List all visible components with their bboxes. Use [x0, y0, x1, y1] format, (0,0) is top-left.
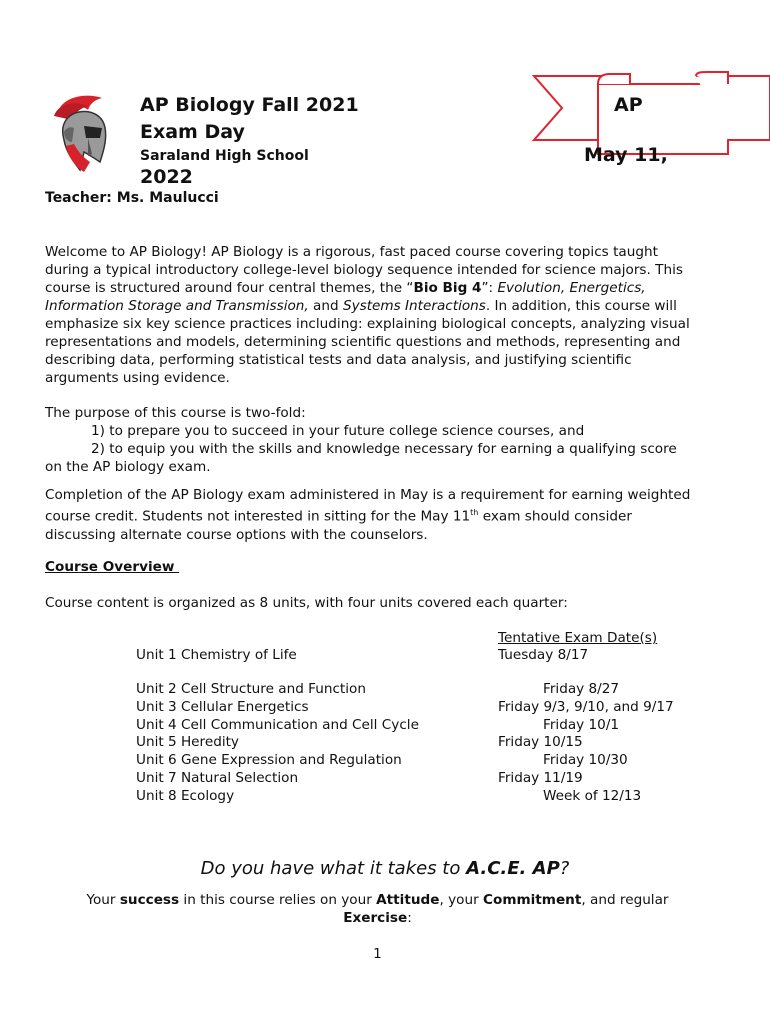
exam-date: Friday 10/15 — [498, 734, 583, 750]
exam-date: Friday 10/1 — [543, 717, 620, 733]
ace-success: success — [119, 892, 180, 908]
completion-text: course credit. Students not interested in sitting for the May 11 — [45, 508, 471, 525]
ace-question-mark: ? — [559, 858, 570, 879]
ace-exercise: Exercise — [343, 910, 408, 926]
unit-name: Unit 4 Cell Communication and Cell Cycle — [136, 717, 419, 733]
theme-text: Evolution, Energetics, — [497, 280, 646, 296]
exam-date: Friday 9/3, 9/10, and 9/17 — [498, 699, 674, 715]
page-number: 1 — [373, 946, 382, 962]
ace-text: : — [407, 910, 412, 926]
school-logo — [44, 92, 126, 176]
intro-line-1: Welcome to AP Biology! AP Biology is a rigorous, fast paced course covering topics taught — [45, 244, 658, 260]
table-row — [136, 770, 298, 786]
intro-line-4 — [45, 297, 690, 315]
exam-date: Friday 10/30 — [543, 752, 628, 768]
banner-ap-text: AP — [614, 94, 643, 116]
intro-line-8: arguments using evidence. — [45, 370, 230, 386]
unit-name: Unit 2 Cell Structure and Function — [136, 681, 366, 697]
purpose-item-1: 1) to prepare you to succeed in your future college science courses, and — [91, 423, 585, 439]
ace-question — [0, 858, 770, 879]
unit-name: Unit 6 Gene Expression and Regulation — [136, 752, 402, 768]
unit-name: Unit 5 Heredity — [136, 734, 239, 750]
banner-date-text: May 11, — [584, 144, 668, 166]
ace-text: , your — [439, 892, 483, 908]
page-title-line2: Exam Day — [140, 121, 245, 143]
exam-year: 2022 — [140, 166, 193, 188]
intro-line-7: describing data, performing statistical tests and data analysis, and justifying scientific — [45, 352, 632, 368]
completion-text: exam should consider — [478, 508, 632, 525]
completion-line-3: discussing alternate course options with the counselors. — [45, 526, 428, 543]
unit-name: Unit 1 Chemistry of Life — [136, 647, 297, 663]
table-row — [136, 734, 239, 750]
table-row — [136, 681, 366, 697]
page-title-line1: AP Biology Fall 2021 — [140, 94, 359, 116]
course-overview-intro: Course content is organized as 8 units, with four units covered each quarter: — [45, 595, 568, 611]
ace-paragraph — [0, 891, 755, 927]
table-row — [136, 699, 309, 715]
ace-question-text: Do you have what it takes to — [200, 858, 467, 879]
exam-date: Week of 12/13 — [543, 788, 642, 804]
bio-big-4: Bio Big 4 — [413, 280, 482, 296]
exam-date: Tuesday 8/17 — [498, 647, 589, 663]
purpose-heading: The purpose of this course is two-fold: — [45, 405, 306, 421]
completion-line-2 — [45, 504, 690, 526]
theme-text: Information Storage and Transmission, — [45, 298, 309, 314]
table-row — [136, 717, 419, 733]
theme-text: Systems Interactions — [342, 298, 486, 314]
spartan-helmet-icon — [44, 92, 126, 176]
teacher-name: Teacher: Ms. Maulucci — [45, 190, 219, 206]
completion-line-1: Completion of the AP Biology exam administered in May is a requirement for earning weighted — [45, 487, 691, 503]
purpose-item-2: 2) to equip you with the skills and knowledge necessary for earning a qualifying score — [91, 441, 677, 457]
purpose-item-2-cont: on the AP biology exam. — [45, 459, 211, 475]
unit-name: Unit 3 Cellular Energetics — [136, 699, 309, 715]
exam-date: Friday 11/19 — [498, 770, 583, 786]
table-row — [136, 788, 234, 804]
intro-paragraph — [45, 243, 690, 387]
ace-text: Your — [86, 892, 120, 908]
ace-line-2 — [0, 909, 755, 927]
ace-acronym: A.C.E. AP — [466, 858, 560, 879]
intro-text: course is structured around four central themes, the “ — [45, 280, 414, 296]
intro-line-5: emphasize six key science practices including: explaining biological concepts, analyzing visual — [45, 316, 690, 332]
unit-name: Unit 8 Ecology — [136, 788, 235, 804]
table-row — [136, 647, 297, 663]
dates-header: Tentative Exam Date(s) — [498, 630, 658, 646]
superscript-th: th — [470, 508, 479, 517]
intro-line-3 — [45, 279, 690, 297]
intro-text: ”: — [481, 280, 498, 296]
exam-date: Friday 8/27 — [543, 681, 620, 697]
purpose-section — [45, 404, 677, 476]
ace-text: , and regular — [581, 892, 669, 908]
ace-commitment: Commitment — [483, 892, 582, 908]
course-overview-heading: Course Overview — [45, 559, 180, 575]
intro-line-2: during a typical introductory college-level biology sequence intended for science majors. This — [45, 262, 683, 278]
ace-text: in this course relies on your — [179, 892, 377, 908]
completion-paragraph — [45, 486, 690, 544]
intro-text: . In addition, this course will — [485, 298, 677, 314]
unit-name: Unit 7 Natural Selection — [136, 770, 299, 786]
school-name: Saraland High School — [140, 148, 309, 164]
ace-attitude: Attitude — [376, 892, 440, 908]
intro-text: and — [308, 298, 343, 314]
intro-line-6: representations and models, determining scientific questions and methods, representing and — [45, 334, 681, 350]
ace-line-1 — [0, 891, 755, 909]
table-row — [136, 752, 402, 768]
